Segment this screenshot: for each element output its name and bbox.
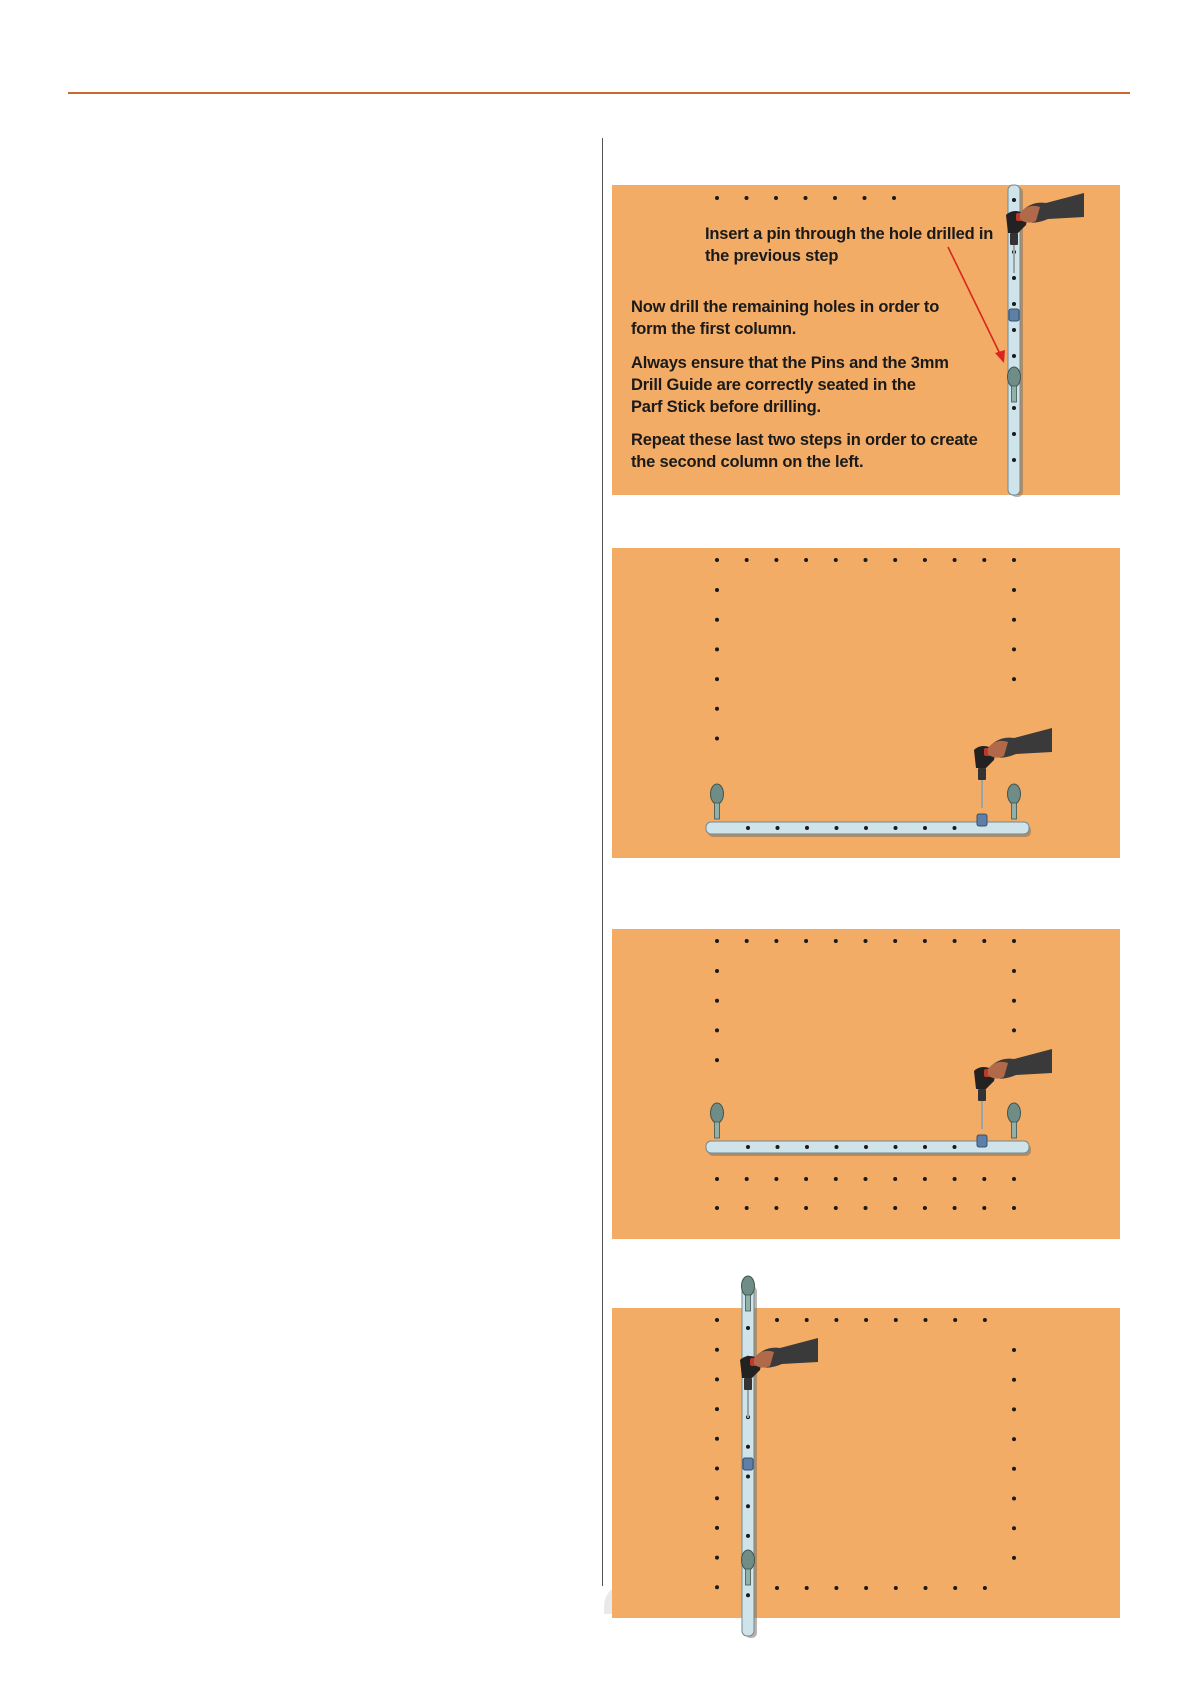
hole-dot [924,1318,928,1322]
hole-dot [715,1407,719,1411]
hole-dot [715,999,719,1003]
hole-dot [1012,999,1016,1003]
hole-dot [804,1206,808,1210]
hole-dot [746,1326,750,1330]
arrow-head-icon [995,350,1005,363]
hole-dot [746,826,750,830]
hole-dot [774,558,778,562]
hole-dot [715,647,719,651]
hole-dot [953,1206,957,1210]
hole-dot [746,1145,750,1149]
hole-dot [1012,328,1016,332]
hole-dot [953,1586,957,1590]
hole-dot [982,939,986,943]
hole-dot [715,969,719,973]
hole-dot [774,196,778,200]
hole-dot [715,618,719,622]
hole-dot [1012,432,1016,436]
hole-dot [864,1177,868,1181]
drill-guide-icon [1009,309,1019,321]
hole-dot [953,826,957,830]
hole-dot [715,588,719,592]
hole-dot [804,1177,808,1181]
hole-dot [1012,677,1016,681]
hole-dot [893,1206,897,1210]
hole-dot [834,558,838,562]
hole-dot [1012,276,1016,280]
hole-dot [775,1586,779,1590]
hole-dot [864,1318,868,1322]
hole-dot [893,1177,897,1181]
hole-dot [715,1585,719,1589]
hole-dot [983,1318,987,1322]
step-illustration-4 [612,1308,1120,1618]
hole-dot [892,196,896,200]
hole-dot [746,1504,750,1508]
hole-dot [805,1586,809,1590]
hole-dot [1012,1467,1016,1471]
hole-dot [774,1177,778,1181]
hole-dot [982,558,986,562]
hole-dot [923,1177,927,1181]
hole-dot [953,1318,957,1322]
hole-dot [746,1534,750,1538]
hole-dot [774,939,778,943]
hole-dot [864,1586,868,1590]
hole-dot [953,558,957,562]
hole-dot [834,939,838,943]
instruction-drill-remaining: Now drill the remaining holes in order to form the first column. [631,298,940,338]
hole-dot [1012,618,1016,622]
hole-dot [715,939,719,943]
hole-dot [894,1145,898,1149]
hole-dot [982,1206,986,1210]
hole-dot [715,558,719,562]
hole-dot [745,1177,749,1181]
hole-dot [715,737,719,741]
hole-dot [982,1177,986,1181]
drill-guide-icon [743,1458,753,1470]
hole-dot [1012,1378,1016,1382]
drill-guide-icon [977,814,987,826]
hole-dot [923,558,927,562]
hole-dot [894,1318,898,1322]
hole-dot [864,1145,868,1149]
hole-dot [1012,354,1016,358]
step-illustration-3 [612,929,1120,1239]
hole-dot [893,558,897,562]
pin-icon [711,784,724,819]
hole-dot [953,1145,957,1149]
column-divider [602,138,603,1586]
hole-dot [715,1177,719,1181]
hole-dot [1012,1206,1016,1210]
hole-dot [746,1593,750,1597]
hole-dot [775,1318,779,1322]
hole-dot [715,1467,719,1471]
hole-dot [953,1177,957,1181]
hole-dot [715,1348,719,1352]
hole-dot [833,196,837,200]
hole-dot [1012,1556,1016,1560]
hole-dot [1012,302,1016,306]
hole-dot [1012,1526,1016,1530]
hole-dot [1012,1028,1016,1032]
hole-dot [1012,558,1016,562]
header-rule [68,92,1130,94]
hole-dot [745,196,749,200]
illustration-step-first-column [612,185,1120,495]
hole-dot [1012,939,1016,943]
hole-dot [923,1206,927,1210]
hole-dot [715,1526,719,1530]
hole-dot [834,1177,838,1181]
hole-dot [834,1318,838,1322]
hole-dot [1012,647,1016,651]
hole-dot [776,826,780,830]
hole-dot [804,939,808,943]
hole-dot [745,939,749,943]
illustration-step-left-column [612,1308,1120,1618]
hole-dot [923,939,927,943]
hole-dot [715,1496,719,1500]
hole-dot [715,1556,719,1560]
hole-dot [1012,198,1016,202]
hole-dot [953,939,957,943]
instruction-repeat-steps: Repeat these last two steps in order to create the second column on the left. [631,431,978,471]
hole-dot [746,1475,750,1479]
hole-dot [834,1586,838,1590]
hole-dot [1012,969,1016,973]
hole-dot [804,196,808,200]
hole-dot [746,1445,750,1449]
hole-dot [864,558,868,562]
hole-dot [715,1437,719,1441]
illustration-step-bottom-row [612,548,1120,858]
step-illustration-2 [612,548,1120,858]
pin-icon [711,1103,724,1138]
illustration-step-lower-rows [612,929,1120,1239]
hole-dot [864,939,868,943]
hole-dot [715,1206,719,1210]
hole-dot [1012,406,1016,410]
hole-dot [924,1586,928,1590]
pin-icon [1008,1103,1021,1138]
hole-dot [1012,1407,1016,1411]
hole-dot [804,558,808,562]
hole-dot [893,939,897,943]
hole-dot [776,1145,780,1149]
hole-dot [715,707,719,711]
instruction-insert-pin: Insert a pin through the hole drilled in the previous step [705,225,994,265]
hole-dot [715,1318,719,1322]
hole-dot [894,826,898,830]
hole-dot [715,677,719,681]
hole-dot [835,826,839,830]
hole-dot [864,1206,868,1210]
hole-dot [1012,588,1016,592]
hole-dot [1012,1437,1016,1441]
hole-dot [864,826,868,830]
hole-dot [805,1145,809,1149]
hole-dot [805,1318,809,1322]
hole-dot [923,1145,927,1149]
hole-dot [1012,1348,1016,1352]
hole-dot [1012,1497,1016,1501]
instruction-seat-pins: Always ensure that the Pins and the 3mm Drill Guide are correctly seated in the Parf Stick before drilling. [631,354,949,416]
hole-dot [983,1586,987,1590]
hole-dot [745,1206,749,1210]
hole-dot [1012,1177,1016,1181]
hole-dot [894,1586,898,1590]
hole-dot [715,196,719,200]
hole-dot [715,1028,719,1032]
hole-dot [834,1206,838,1210]
pin-icon [1008,784,1021,819]
hole-dot [805,826,809,830]
hole-dot [715,1377,719,1381]
hole-dot [1012,458,1016,462]
hole-dot [835,1145,839,1149]
hole-dot [923,826,927,830]
hole-dot [774,1206,778,1210]
drill-guide-icon [977,1135,987,1147]
hole-dot [745,558,749,562]
hole-dot [715,1058,719,1062]
hole-dot [863,196,867,200]
